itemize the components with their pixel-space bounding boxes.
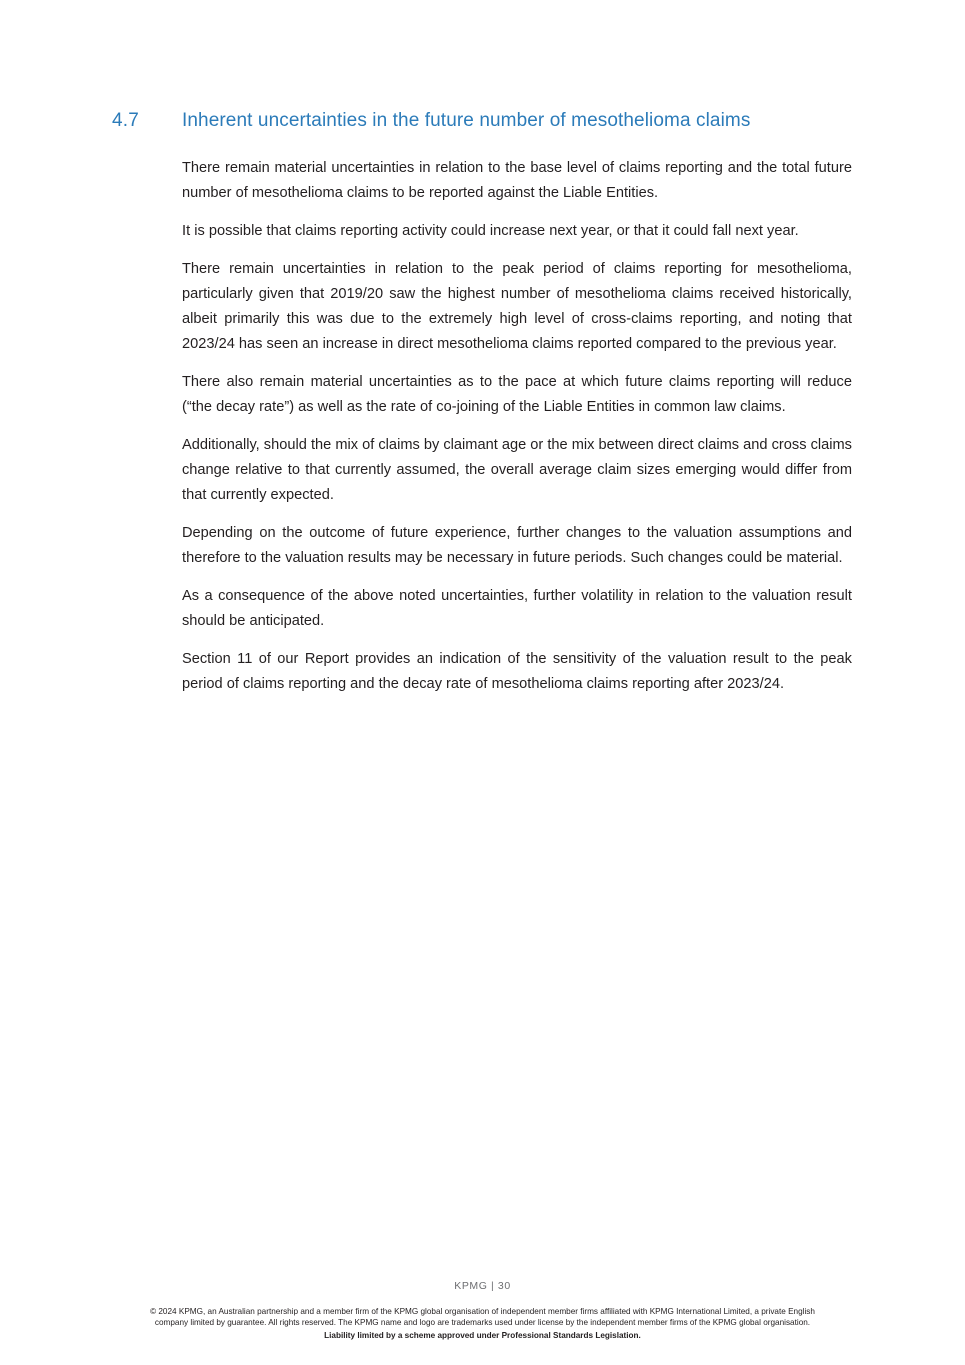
page-title bbox=[112, 110, 852, 132]
paragraph-3: There remain uncertainties in relation to the peak period of claims reporting for mesothelioma, particularly given that 2019/20 saw the highest number of mesothelioma claims received historically, albeit primarily this was due to the extremely high level of cross-claims reporting, and noting that 2023/24 has seen an increase in direct mesothelioma claims reported compared to the previous year. bbox=[182, 261, 852, 352]
paragraph-6: Depending on the outcome of future experience, further changes to the valuation assumptions and therefore to the valuation results may be necessary in future periods. Such changes could be material. bbox=[182, 525, 852, 566]
footer-legal-line-1: © 2024 KPMG, an Australian partnership and a member firm of the KPMG global organisation of independent member firms affiliated with KPMG International Limited, a private English bbox=[150, 1306, 815, 1316]
footer-legal-bold: Liability limited by a scheme approved under Professional Standards Legislation. bbox=[324, 1330, 641, 1340]
page-footer bbox=[0, 1280, 965, 1342]
footer-legal-line-2: company limited by guarantee. All rights reserved. The KPMG name and logo are trademarks used under license by the independent member firms of the KPMG global organisation. bbox=[154, 1318, 811, 1327]
paragraph-1: There remain material uncertainties in relation to the base level of claims reporting and the total future number of mesothelioma claims to be reported against the Liable Entities. bbox=[182, 160, 852, 201]
paragraph-5: Additionally, should the mix of claims by claimant age or the mix between direct claims and cross claims change relative to that currently assumed, the overall average claim sizes emerging would differ from that currently expected. bbox=[182, 437, 852, 503]
footer-page-number: KPMG | 30 bbox=[454, 1279, 511, 1292]
body-content bbox=[182, 156, 852, 697]
paragraph-7: As a consequence of the above noted uncertainties, further volatility in relation to the valuation result should be anticipated. bbox=[182, 588, 852, 629]
section-number: 4.7 bbox=[112, 110, 140, 131]
paragraph-2: It is possible that claims reporting activity could increase next year, or that it could fall next year. bbox=[182, 223, 799, 239]
paragraph-8: Section 11 of our Report provides an indication of the sensitivity of the valuation result to the peak period of claims reporting and the decay rate of mesothelioma claims reporting after 2023/24. bbox=[182, 651, 852, 692]
section-title: Inherent uncertainties in the future number of mesothelioma claims bbox=[182, 110, 751, 131]
footer-legal-text bbox=[103, 1306, 863, 1342]
paragraph-4: There also remain material uncertainties as to the pace at which future claims reporting will reduce (“the decay rate”) as well as the rate of co-joining of the Liable Entities in common law claims. bbox=[182, 374, 852, 415]
